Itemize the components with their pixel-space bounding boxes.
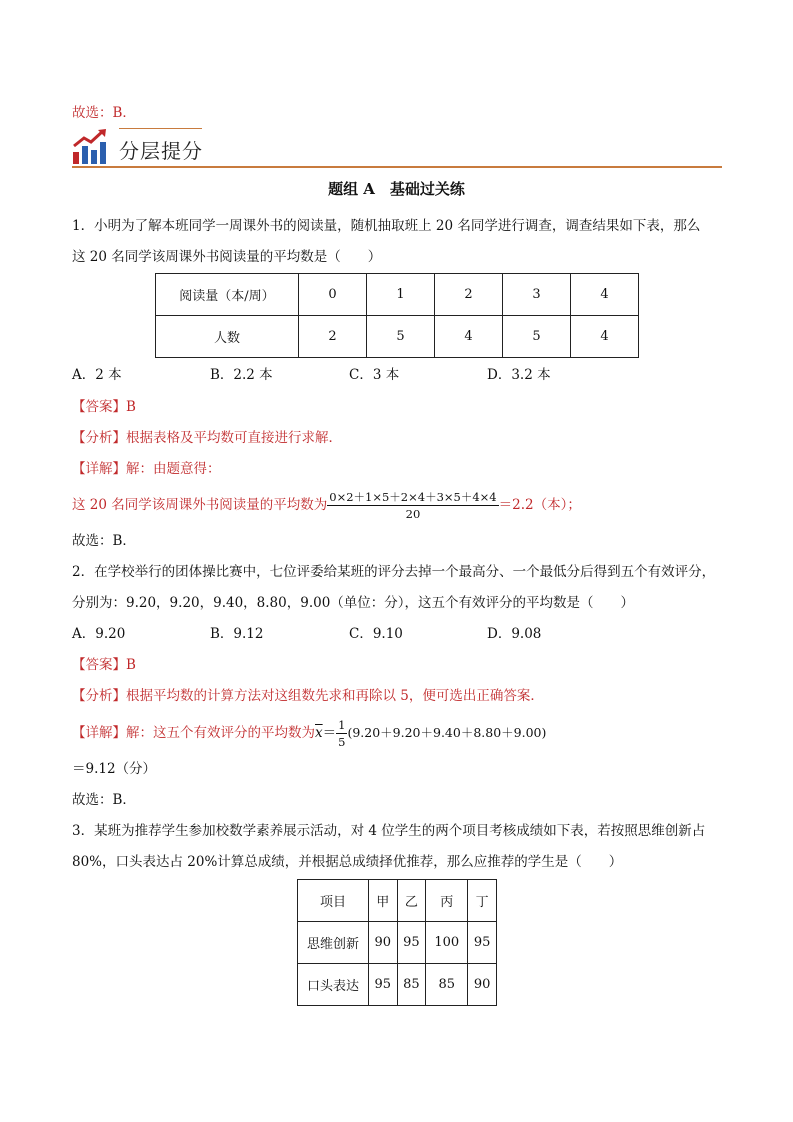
q3-stem-line1: 3．某班为推荐学生参加校数学素养展示活动，对 4 位学生的两个项目考核成绩如下表，若按照思维创新占 xyxy=(72,823,706,839)
q3-table-cell: 100 xyxy=(426,922,468,964)
q1-table xyxy=(155,273,639,358)
calc-prefix: 这 20 名同学该周课外书阅读量的平均数为 xyxy=(72,497,328,513)
calc-suffix: ＝2.2（本）； xyxy=(498,497,581,513)
q3-table-cell: 95 xyxy=(468,922,497,964)
bar-chart-growth-icon xyxy=(72,128,110,164)
q2-option-c: C．9.10 xyxy=(349,626,403,642)
q3-table-cell: 85 xyxy=(397,964,426,1006)
calc-numerator: 0×2＋1×5＋2×4＋3×5＋4×4 xyxy=(329,490,497,504)
answer-value: B xyxy=(126,399,136,415)
detail-text: 解：由题意得： xyxy=(126,461,221,477)
q3-table-row-label: 思维创新 xyxy=(298,922,369,964)
q2-result: ＝9.12（分） xyxy=(72,761,157,777)
q3-table-header: 丙 xyxy=(426,880,468,922)
q1-option-a: A．2 本 xyxy=(72,367,122,383)
q1-detail xyxy=(72,459,221,479)
q1-table-cell: 2 xyxy=(299,316,367,358)
sum-expression: (9.20＋9.20＋9.40＋8.80＋9.00) xyxy=(347,725,547,740)
q1-conclusion: 故选：B． xyxy=(72,533,136,549)
section-header xyxy=(72,128,722,168)
q1-table-cell: 0 xyxy=(299,274,367,316)
q3-table-header: 乙 xyxy=(397,880,426,922)
frac-numerator: 1 xyxy=(338,718,346,732)
q2-option-b: B．9.12 xyxy=(210,626,264,642)
q3-table-row-label: 口头表达 xyxy=(298,964,369,1006)
one-fifth-fraction xyxy=(336,717,347,750)
q3-table xyxy=(297,879,497,1006)
header-top-rule xyxy=(119,128,202,129)
q3-table-cell: 90 xyxy=(369,922,398,964)
q2-option-a: A．9.20 xyxy=(72,626,126,642)
answer-value: B xyxy=(126,657,136,673)
calc-denominator: 20 xyxy=(405,507,421,521)
q1-table-cell: 5 xyxy=(503,316,571,358)
q3-stem-line2: 80%，口头表达占 20%计算总成绩，并根据总成绩择优推荐，那么应推荐的学生是（ ） xyxy=(72,854,623,870)
q1-answer xyxy=(72,397,136,417)
q3-table-header: 项目 xyxy=(298,880,369,922)
section-title: 分层提分 xyxy=(119,139,203,163)
q1-table-cell: 3 xyxy=(503,274,571,316)
q1-calculation xyxy=(72,487,581,523)
analysis-text: 根据平均数的计算方法对这组数先求和再除以 5，便可选出正确答案． xyxy=(126,688,544,704)
q2-stem-line2: 分别为：9.20，9.20，9.40，8.80，9.00（单位：分），这五个有效评分的平均数是（ ） xyxy=(72,595,635,611)
q2-stem-line1: 2．在学校举行的团体操比赛中，七位评委给某班的评分去掉一个最高分、一个最低分后得到五个有效评分， xyxy=(72,564,716,580)
q1-option-b: B．2.2 本 xyxy=(210,367,273,383)
analysis-text: 根据表格及平均数可直接进行求解． xyxy=(126,430,342,446)
equals-sign: ＝ xyxy=(322,725,337,741)
q2-option-d: D．9.08 xyxy=(487,626,542,642)
frac-denominator: 5 xyxy=(338,735,346,749)
analysis-tag: 【分析】 xyxy=(72,430,126,446)
header-bottom-rule xyxy=(72,166,722,168)
q3-table-cell: 85 xyxy=(426,964,468,1006)
q1-table-cell: 1 xyxy=(367,274,435,316)
mean-symbol: $\overline{x}$ xyxy=(315,725,323,741)
q1-table-cell: 4 xyxy=(435,316,503,358)
q1-option-c: C．3 本 xyxy=(349,367,400,383)
q3-table-header: 甲 xyxy=(369,880,398,922)
analysis-tag: 【分析】 xyxy=(72,688,126,704)
calc-fraction xyxy=(327,489,498,522)
detail-tag: 【详解】 xyxy=(72,725,126,741)
q1-table-cell: 5 xyxy=(367,316,435,358)
q1-table-cell: 2 xyxy=(435,274,503,316)
q1-table-cell: 4 xyxy=(571,274,639,316)
q2-conclusion: 故选：B． xyxy=(72,792,136,808)
q2-analysis xyxy=(72,686,544,706)
answer-tag: 【答案】 xyxy=(72,657,126,673)
prev-conclusion: 故选：B． xyxy=(72,105,136,121)
detail-tag: 【详解】 xyxy=(72,461,126,477)
detail-text: 解：这五个有效评分的平均数为 xyxy=(126,725,315,741)
q3-table-cell: 95 xyxy=(369,964,398,1006)
answer-tag: 【答案】 xyxy=(72,399,126,415)
q1-table-header-label: 阅读量（本/周） xyxy=(156,274,299,316)
q2-detail xyxy=(72,715,546,751)
q1-stem-line2: 这 20 名同学该周课外书阅读量的平均数是（ ） xyxy=(72,249,382,265)
q1-table-row-label: 人数 xyxy=(156,316,299,358)
q1-option-d: D．3.2 本 xyxy=(487,367,551,383)
group-title: 题组 A 基础过关练 xyxy=(328,180,465,198)
q1-table-cell: 4 xyxy=(571,316,639,358)
q3-table-cell: 95 xyxy=(397,922,426,964)
q2-answer xyxy=(72,655,136,675)
q1-stem-line1: 1．小明为了解本班同学一周课外书的阅读量，随机抽取班上 20 名同学进行调查，调查结果如下表，那么 xyxy=(72,218,701,234)
q1-analysis xyxy=(72,428,342,448)
q3-table-cell: 90 xyxy=(468,964,497,1006)
q3-table-header: 丁 xyxy=(468,880,497,922)
